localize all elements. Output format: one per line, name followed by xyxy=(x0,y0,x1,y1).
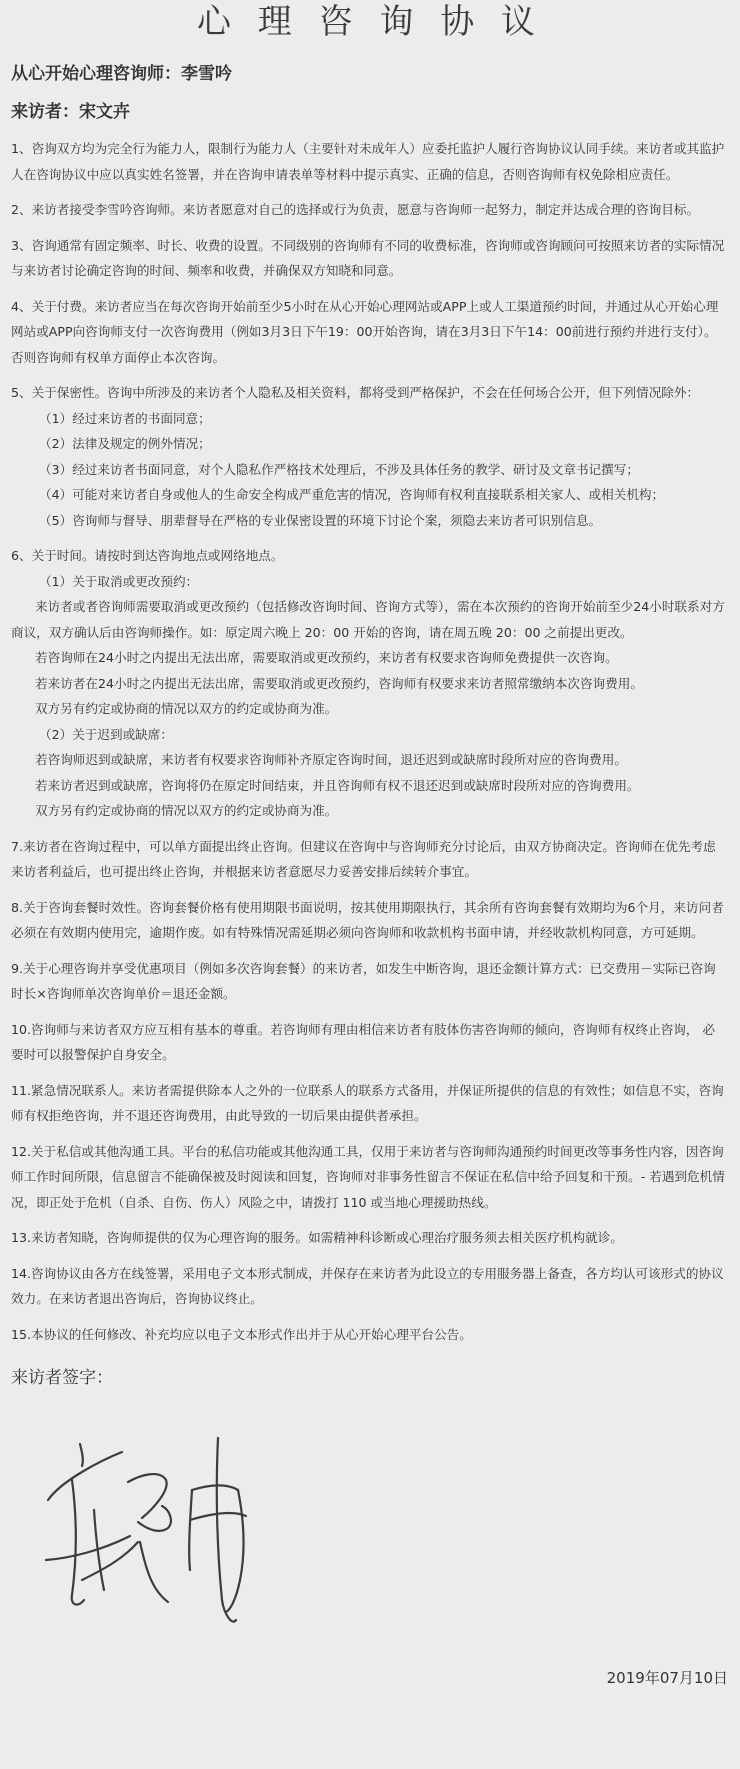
counselor-line: 从心开始心理咨询师：李雪吟 xyxy=(11,64,232,84)
clause-3 xyxy=(11,233,725,284)
signature-label: 来访者签字： xyxy=(11,1368,113,1388)
clause-text: 6、关于时间。请按时到达咨询地点或网络地点。 xyxy=(11,548,284,563)
clause-14 xyxy=(11,1261,725,1312)
clause-text: 13.来访者知晓，咨询师提供的仅为心理咨询的服务。如需精神科诊断或心理治疗服务须去相关医疗机构就诊。 xyxy=(11,1230,623,1245)
clause-subitem: 若咨询师在24小时之内提出无法出席，需要取消或更改预约，来访者有权要求咨询师免费提供一次咨询。 xyxy=(35,650,618,665)
clause-subitem: （4）可能对来访者自身或他人的生命安全构成严重危害的情况，咨询师有权利直接联系相关家人、或相关机构； xyxy=(39,487,665,502)
clause-13 xyxy=(11,1225,725,1251)
clause-text: 4、关于付费。来访者应当在每次咨询开始前至少5小时在从心开始心理网站或APP上或人工渠道预约时间，并通过从心开始心理网站或APP向咨询师支付一次咨询费用（例如3月3日下午19：00开始咨询，请在3月3日下午14：00前进行预约并进行支付）。否则咨询师有权单方面停止本次咨询。 xyxy=(11,298,719,365)
clause-7 xyxy=(11,834,725,885)
clause-text: 5、关于保密性。咨询中所涉及的来访者个人隐私及相关资料，都将受到严格保护，不会在任何场合公开，但下列情况除外： xyxy=(11,385,700,400)
clause-text: 15.本协议的任何修改、补充均应以电子文本形式作出并于从心开始心理平台公告。 xyxy=(11,1326,472,1342)
clause-10 xyxy=(11,1017,725,1068)
clause-subitem: 双方另有约定或协商的情况以双方的约定或协商为准。 xyxy=(35,803,338,818)
clause-subitem: （3）经过来访者书面同意，对个人隐私作严格技术处理后，不涉及具体任务的教学、研讨及文章书记撰写； xyxy=(39,461,639,477)
clause-text: 7.来访者在咨询过程中，可以单方面提出终止咨询。但建议在咨询中与咨询师充分讨论后，由双方协商决定。咨询师在优先考虑来访者利益后，也可提出终止咨询，并根据来访者意愿尽力妥善安排后续转介事宜。 xyxy=(11,838,716,879)
clause-subitem: （2）法律及规定的例外情况； xyxy=(39,436,211,451)
signing-date: 2019年07月10日 xyxy=(606,1669,728,1687)
clause-subitem: （1）关于取消或更改预约： xyxy=(39,573,199,589)
clause-5 xyxy=(11,380,725,533)
clause-text: 11.紧急情况联系人。来访者需提供除本人之外的一位联系人的联系方式备用，并保证所提供的信息的有效性；如信息不实，咨询师有权拒绝咨询，并不退还咨询费用，由此导致的一切后果由提供者承担。 xyxy=(11,1082,724,1123)
clause-subitem: （5）咨询师与督导、朋辈督导在严格的专业保密设置的环境下讨论个案，须隐去来访者可识别信息。 xyxy=(39,512,602,528)
clause-6 xyxy=(11,543,725,824)
clause-list xyxy=(0,136,740,1347)
clause-2 xyxy=(11,197,725,223)
handwritten-signature xyxy=(42,1430,282,1630)
clause-subitem: 双方另有约定或协商的情况以双方的约定或协商为准。 xyxy=(35,701,338,716)
visitor-line: 来访者：宋文卉 xyxy=(11,102,130,122)
clause-subitem: 若来访者在24小时之内提出无法出席，需要取消或更改预约，咨询师有权要求来访者照常缴纳本次咨询费用。 xyxy=(35,675,643,691)
clause-text: 10.咨询师与来访者双方应互相有基本的尊重。若咨询师有理由相信来访者有肢体伤害咨询师的倾向，咨询师有权终止咨询， 必要时可以报警保护自身安全。 xyxy=(11,1021,716,1062)
clause-text: 9.关于心理咨询并享受优惠项目（例如多次咨询套餐）的来访者，如发生中断咨询，退还金额计算方式：已交费用－实际已咨询时长×咨询师单次咨询单价＝退还金额。 xyxy=(11,960,716,1001)
clause-text: 14.咨询协议由各方在线签署，采用电子文本形式制成，并保存在来访者为此设立的专用服务器上备查，各方均认可该形式的协议效力。在来访者退出咨询后，咨询协议终止。 xyxy=(11,1265,724,1306)
clause-subitem: 来访者或者咨询师需要取消或更改预约（包括修改咨询时间、咨询方式等），需在本次预约的咨询开始前至少24小时联系对方商议，双方确认后由咨询师操作。如：原定周六晚上 20：00 开始的咨询，请在周五晚 20：00 之前提出更改。 xyxy=(11,599,725,640)
clause-1 xyxy=(11,136,725,187)
clause-subitem: 若来访者迟到或缺席，咨询将仍在原定时间结束，并且咨询师有权不退还迟到或缺席时段所对应的咨询费用。 xyxy=(35,777,640,793)
clause-8 xyxy=(11,895,725,946)
clause-subitem: （1）经过来访者的书面同意； xyxy=(39,410,211,426)
clause-12 xyxy=(11,1139,725,1216)
clause-text: 1、咨询双方均为完全行为能力人，限制行为能力人（主要针对未成年人）应委托监护人履行咨询协议认同手续。来访者或其监护人在咨询协议中应以真实姓名签署，并在咨询申请表单等材料中提示真实、正确的信息，否则咨询师有权免除相应责任。 xyxy=(11,141,725,182)
clause-4 xyxy=(11,294,725,371)
clause-subitem: 若咨询师迟到或缺席，来访者有权要求咨询师补齐原定咨询时间，退还迟到或缺席时段所对应的咨询费用。 xyxy=(35,752,627,767)
clause-15 xyxy=(11,1322,725,1348)
page-title: 心 理 咨 询 协 议 xyxy=(196,2,544,42)
clause-subitem: （2）关于迟到或缺席： xyxy=(39,726,173,742)
clause-9 xyxy=(11,956,725,1007)
clause-text: 8.关于咨询套餐时效性。咨询套餐价格有使用期限书面说明，按其使用期限执行，其余所有咨询套餐有效期均为6个月，来访问者必须在有效期内使用完，逾期作废。如有特殊情况需延期必须向咨询师和收款机构书面申请，并经收款机构同意，方可延期。 xyxy=(11,899,724,940)
clause-text: 2、来访者接受李雪吟咨询师。来访者愿意对自己的选择或行为负责，愿意与咨询师一起努力，制定并达成合理的咨询目标。 xyxy=(11,202,700,217)
clause-11 xyxy=(11,1078,725,1129)
clause-text: 3、咨询通常有固定频率、时长、收费的设置。不同级别的咨询师有不同的收费标准，咨询师或咨询顾问可按照来访者的实际情况与来访者讨论确定咨询的时间、频率和收费，并确保双方知晓和同意。 xyxy=(11,237,725,278)
clause-text: 12.关于私信或其他沟通工具。平台的私信功能或其他沟通工具，仅用于来访者与咨询师沟通预约时间更改等事务性内容，因咨询师工作时间所限，信息留言不能确保被及时阅读和回复，咨询师对非事务性留言不保证在私信中给予回复和干预。- 若遇到危机情况，即正处于危机（自杀、自伤、伤人）风险之中，请拨打 110 或当地心理援助热线。 xyxy=(11,1143,725,1210)
